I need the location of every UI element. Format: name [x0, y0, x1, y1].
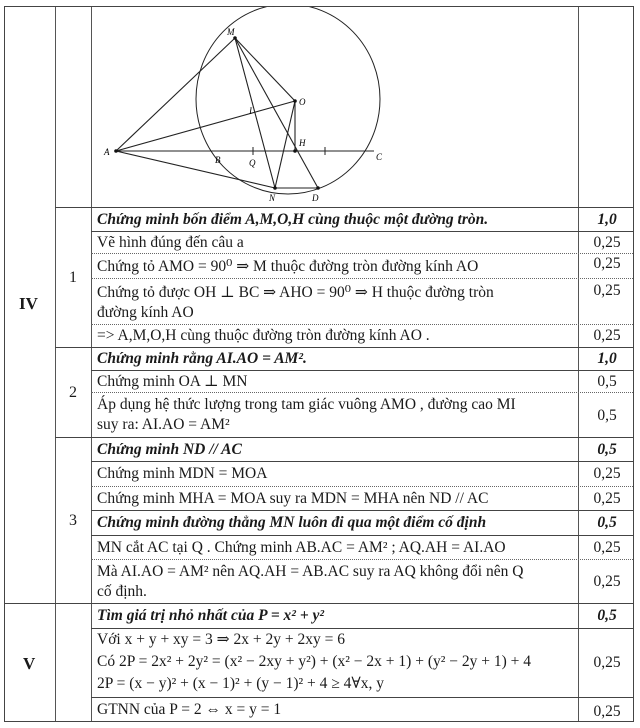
score: 0,25: [593, 490, 621, 507]
part-number: 1: [69, 269, 77, 286]
row-divider: [55, 437, 633, 438]
row-divider: [91, 461, 633, 462]
section-label-iv: IV: [19, 294, 38, 313]
criterion-heading: Tìm giá trị nhỏ nhất của P = x² + y²: [97, 607, 325, 624]
part-number: 2: [69, 384, 77, 401]
part-number: 3: [69, 512, 77, 529]
criterion-text: Mà AI.AO = AM² nên AQ.AH = AB.AC suy ra AQ không đổi nên Q cố định.: [97, 563, 524, 600]
row-divider: [55, 347, 633, 348]
answer-table: [4, 6, 634, 722]
col-divider: [55, 7, 56, 721]
point-label-b: B: [215, 155, 221, 165]
geometry-figure: [93, 7, 577, 205]
criterion-text: => A,M,O,H cùng thuộc đường tròn đường kính AO .: [97, 327, 430, 344]
row-divider: [91, 697, 633, 698]
score: 0,5: [597, 373, 617, 390]
criterion-text: Chứng minh OA ⊥ MN: [97, 373, 248, 390]
row-divider: [91, 559, 633, 560]
criterion-text: Chứng tỏ AMO = 90⁰ ⇒ M thuộc đường tròn đường kính AO: [97, 258, 479, 275]
criterion-heading: Chứng minh đường thẳng MN luôn đi qua một điểm cố định: [97, 514, 487, 531]
score: 0,25: [593, 282, 621, 299]
score: 0,25: [593, 573, 621, 590]
score: 0,25: [593, 703, 621, 720]
point-label-h: H: [299, 138, 306, 148]
point-label-c: C: [376, 152, 383, 162]
criterion-heading: Chứng minh bốn điểm A,M,O,H cùng thuộc một đường tròn.: [97, 211, 489, 228]
criterion-text: 2P = (x − y)² + (x − 1)² + (y − 1)² + 4 ≥ 4∀x, y: [97, 675, 385, 692]
point-label-a: A: [104, 147, 110, 157]
score: 0,25: [593, 255, 621, 272]
criterion-text: MN cắt AC tại Q . Chứng minh AB.AC = AM² ; AQ.AH = AI.AO: [97, 539, 506, 556]
section-label-v: V: [23, 654, 36, 673]
point-label-n: N: [269, 193, 276, 203]
score: 0,25: [593, 327, 621, 344]
criterion-text: Với x + y + xy = 3 ⇒ 2x + 2y + 2xy = 6: [97, 631, 346, 648]
row-divider: [91, 392, 633, 393]
point-label-i: I: [249, 106, 252, 116]
row-divider: [91, 628, 633, 629]
score: 0,5: [597, 407, 617, 424]
col-divider: [91, 7, 92, 721]
score: 1,0: [597, 350, 617, 367]
criterion-text: Vẽ hình đúng đến câu a: [97, 234, 244, 251]
point-label-m: M: [227, 27, 235, 37]
point-label-d: D: [312, 193, 319, 203]
score: 0,5: [597, 441, 617, 458]
score: 0,25: [593, 234, 621, 251]
row-divider: [91, 278, 633, 279]
row-divider: [55, 207, 633, 208]
score: 0,25: [593, 654, 621, 671]
row-divider: [91, 535, 633, 536]
row-divider: [91, 370, 633, 371]
criterion-heading: Chứng minh ND // AC: [97, 441, 242, 458]
criterion-text: GTNN của P = 2 ⇔ x = y = 1: [97, 701, 282, 718]
score: 0,5: [597, 514, 617, 531]
criterion-text: Có 2P = 2x² + 2y² = (x² − 2xy + y²) + (x² − 2x + 1) + (y² − 2y + 1) + 4: [97, 653, 532, 670]
point-label-q: Q: [249, 158, 256, 168]
criterion-text: Chứng minh MHA = MOA suy ra MDN = MHA nên ND // AC: [97, 490, 489, 507]
score: 1,0: [597, 211, 617, 228]
row-divider: [5, 603, 633, 604]
point-label-o: O: [299, 97, 306, 107]
row-divider: [91, 486, 633, 487]
criterion-heading: Chứng minh rằng AI.AO = AM².: [97, 350, 307, 367]
row-divider: [91, 324, 633, 325]
row-divider: [91, 231, 633, 232]
score: 0,25: [593, 465, 621, 482]
criterion-text: Chứng minh MDN = MOA: [97, 465, 268, 482]
criterion-text: Áp dụng hệ thức lượng trong tam giác vuông AMO , đường cao MI suy ra: AI.AO = AM²: [97, 396, 516, 433]
row-divider: [91, 510, 633, 511]
score: 0,25: [593, 539, 621, 556]
row-divider: [91, 253, 633, 254]
criterion-text: Chứng tỏ được OH ⊥ BC ⇒ AHO = 90⁰ ⇒ H thuộc đường tròn đường kính AO: [97, 284, 494, 321]
score: 0,5: [597, 607, 617, 624]
